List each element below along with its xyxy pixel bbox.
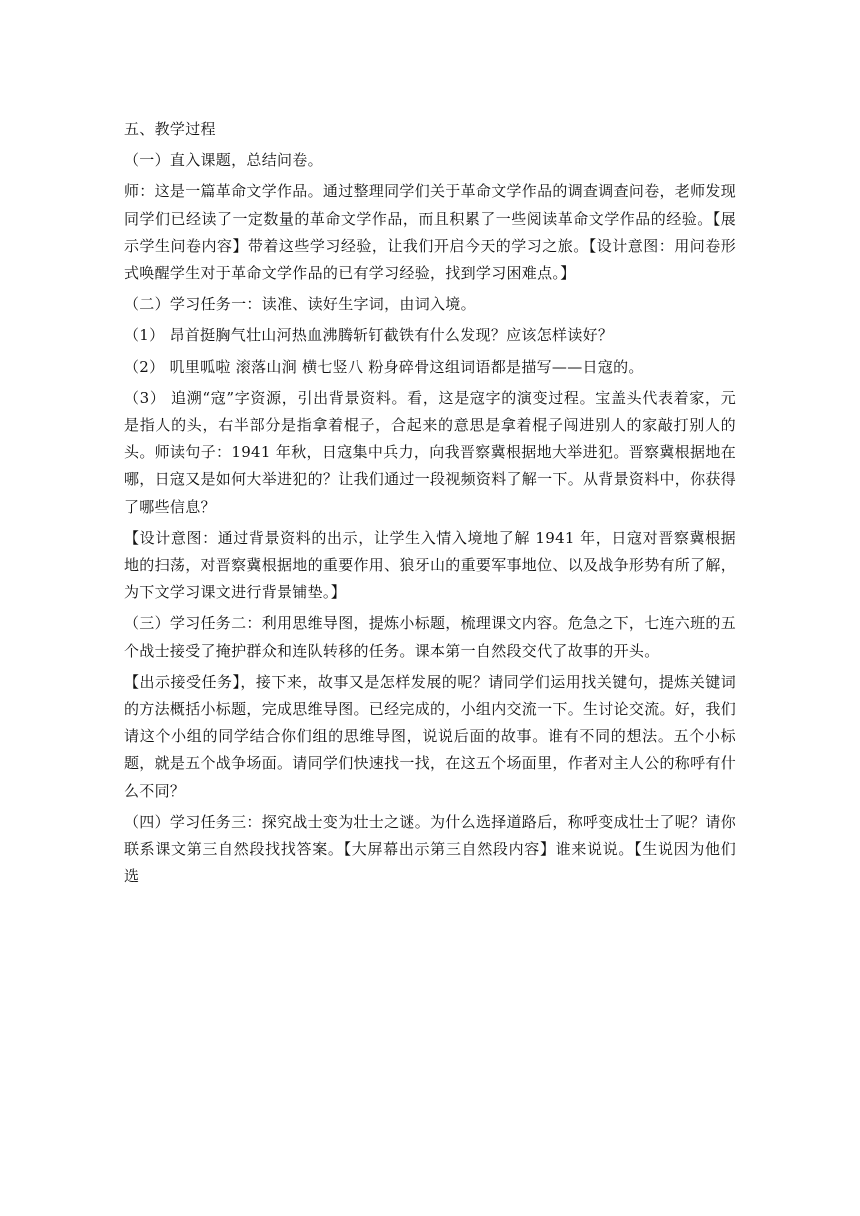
design-intent-paragraph: 【设计意图：通过背景资料的出示，让学生入情入境地了解 1941 年，日寇对晋察冀根据地的扫荡，对晋察冀根据地的重要作用、狼牙山的重要军事地位、以及战争形势有所了解，为下文学习课文进行背景铺垫。】 <box>124 528 737 602</box>
subsection-heading: （一）直入课题，总结问卷。 <box>124 151 323 170</box>
list-item: （1） 昂首挺胸气壮山河热血沸腾斩钉截铁有什么发现？应该怎样读好？ <box>124 326 614 345</box>
subsection-paragraph: （三）学习任务二：利用思维导图，提炼小标题，梳理课文内容。危急之下，七连六班的五个战士接受了掩护群众和连队转移的任务。课本第一自然段交代了故事的开头。 <box>124 614 737 660</box>
section-heading: 五、教学过程 <box>124 120 216 138</box>
document-body <box>124 116 736 894</box>
body-paragraph: 师：这是一篇革命文学作品。通过整理同学们关于革命文学作品的调查调查问卷，老师发现同学们已经读了一定数量的革命文学作品，而且积累了一些阅读革命文学作品的经验。【展示学生问卷内容】带着这些学习经验，让我们开启今天的学习之旅。【设计意图：用问卷形式唤醒学生对于革命文学作品的已有学习经验，找到学习困难点。】 <box>124 182 737 283</box>
subsection-heading: （二）学习任务一：读准、读好生字词，由词入境。 <box>124 295 476 314</box>
list-item: （3） 追溯“寇”字资源，引出背景资料。看，这是寇字的演变过程。宝盖头代表着家，元是指人的头，右半部分是指拿着棍子，合起来的意思是拿着棍子闯进别人的家敲打别人的头。师读句子：1941 年秋，日寇集中兵力，向我晋察冀根据地大举进犯。晋察冀根据地在哪，日寇又是如何大举进犯的？让我们通过一段视频资料了解一下。从背景资料中，你获得了哪些信息？ <box>124 388 737 516</box>
list-item: （2） 叽里呱啦 滚落山涧 横七竖八 粉身碎骨这组词语都是描写——日寇的。 <box>124 357 644 376</box>
subsection-paragraph: （四）学习任务三：探究战士变为壮士之谜。为什么选择道路后，称呼变成壮士了呢？请你联系课文第三自然段找找答案。【大屏幕出示第三自然段内容】谁来说说。【生说因为他们选 <box>124 812 737 886</box>
body-paragraph: 【出示接受任务】，接下来，故事又是怎样发展的呢？请同学们运用找关键句，提炼关键词的方法概括小标题，完成思维导图。已经完成的，小组内交流一下。生讨论交流。好，我们请这个小组的同学结合你们组的思维导图，说说后面的故事。谁有不同的想法。五个小标题，就是五个战争场面。请同学们快速找一找，在这五个场面里，作者对主人公的称呼有什么不同？ <box>124 672 737 800</box>
